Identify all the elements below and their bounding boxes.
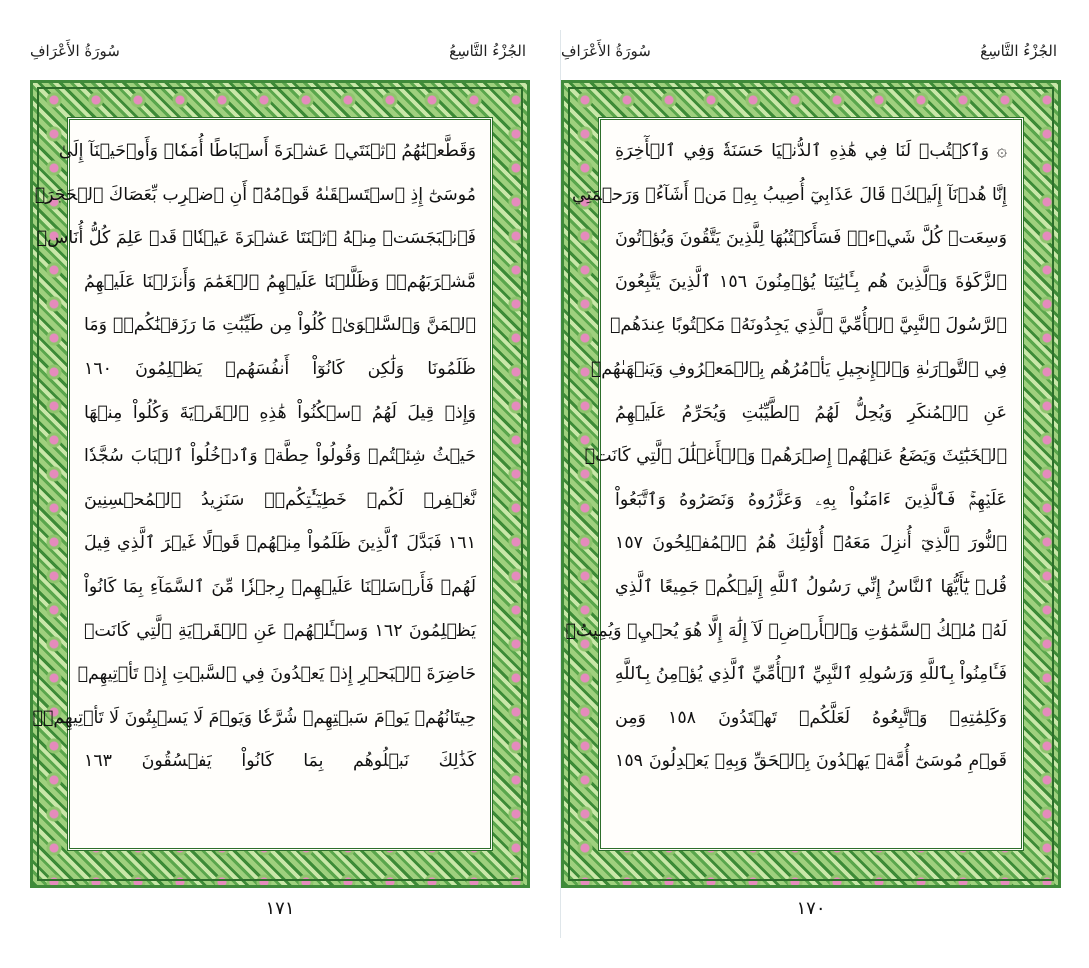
text-line: ٱلنُّورَ ٱلَّذِيٓ أُنزِلَ مَعَهُۥٓ أُوْلَٰٓئِكَ هُمُ ٱلۡمُفۡلِحُونَ ١٥٧	[615, 533, 1007, 554]
page-gutter	[530, 30, 560, 938]
text-line: حَيۡثُ شِئۡتُمۡ وَقُولُواْ حِطَّةٞ وَٱدۡخُلُواْ ٱلۡبَابَ سُجَّدٗا	[84, 446, 476, 467]
text-line: ٱلرَّسُولَ ٱلنَّبِيَّ ٱلۡأُمِّيَّ ٱلَّذِي يَجِدُونَهُۥ مَكۡتُوبًا عِندَهُمۡ	[609, 315, 1007, 336]
text-line: يَظۡلِمُونَ ١٦٢ وَسۡـَٔلۡهُمۡ عَنِ ٱلۡقَرۡيَةِ ٱلَّتِي كَانَتۡ	[84, 620, 476, 641]
page-number: ١٧١	[265, 898, 295, 919]
text-line: مَّشۡرَبَهُمۡۚ وَظَلَّلۡنَا عَلَيۡهِمُ ٱلۡغَمَٰمَ وَأَنزَلۡنَا عَلَيۡهِمُ	[84, 271, 476, 292]
page-171	[30, 30, 531, 938]
text-line: نَّغۡفِرۡ لَكُمۡ خَطِيٓـَٰٔتِكُمۡۚ سَنَزِيدُ ٱلۡمُحۡسِنِينَ	[84, 489, 476, 510]
page-header	[561, 42, 1061, 76]
text-line: فَـَٔامِنُواْ بِٱللَّهِ وَرَسُولِهِ ٱلنَّبِيِّ ٱلۡأُمِّيِّ ٱلَّذِي يُؤۡمِنُ بِٱللَّهِ	[614, 664, 1007, 685]
text-line: فِي ٱلتَّوۡرَىٰةِ وَٱلۡإِنجِيلِ يَأۡمُرُهُم بِٱلۡمَعۡرُوفِ وَيَنۡهَىٰهُمۡ	[590, 358, 1007, 379]
text-panel	[32, 117, 493, 851]
page-170	[560, 30, 1061, 938]
text-line: وَسِعَتۡ كُلَّ شَيۡءٖۚ فَسَأَكۡتُبُهَا لِلَّذِينَ يَتَّقُونَ وَيُؤۡتُونَ	[615, 228, 1007, 249]
text-line: كَذَٰلِكَ نَبۡلُوهُم بِمَا كَانُواْ يَفۡسُقُونَ ١٦٣	[84, 751, 476, 772]
ornamental-border	[561, 80, 1061, 888]
text-line: ١٦١ فَبَدَّلَ ٱلَّذِينَ ظَلَمُواْ مِنۡهُمۡ قَوۡلًا غَيۡرَ ٱلَّذِي قِيلَ	[84, 533, 476, 554]
text-line: ظَلَمُونَا وَلَٰكِن كَانُوٓاْ أَنفُسَهُمۡ يَظۡلِمُونَ ١٦٠	[84, 358, 476, 379]
text-line: قَوۡمِ مُوسَىٰٓ أُمَّةٞ يَهۡدُونَ بِٱلۡحَقِّ وَبِهِۦ يَعۡدِلُونَ ١٥٩	[615, 751, 1007, 772]
text-line: حَاضِرَةَ ٱلۡبَحۡرِ إِذۡ يَعۡدُونَ فِي ٱلسَّبۡتِ إِذۡ تَأۡتِيهِمۡ	[77, 664, 476, 685]
text-line: لَهُۥ مُلۡكُ ٱلسَّمَٰوَٰتِ وَٱلۡأَرۡضِۖ لَآ إِلَٰهَ إِلَّا هُوَ يُحۡيِۦ وَيُمِيتُۖ	[565, 620, 1007, 641]
text-panel	[565, 117, 1024, 851]
text-line: ٱلۡمَنَّ وَٱلسَّلۡوَىٰۖ كُلُواْ مِن طَيِّبَٰتِ مَا رَزَقۡنَٰكُمۡۚ وَمَا	[84, 315, 476, 336]
text-line: وَإِذۡ قِيلَ لَهُمُ ٱسۡكُنُواْ هَٰذِهِ ٱلۡقَرۡيَةَ وَكُلُواْ مِنۡهَا	[84, 402, 476, 423]
text-line: ٱلزَّكَوٰةَ وَٱلَّذِينَ هُم بِـَٔايَٰتِنَا يُؤۡمِنُونَ ١٥٦ ٱلَّذِينَ يَتَّبِعُونَ	[615, 271, 1007, 292]
text-line: عَلَيۡهِمۡۚ فَٱلَّذِينَ ءَامَنُواْ بِهِۦ وَعَزَّرُوهُ وَنَصَرُوهُ وَٱتَّبَعُواْ	[615, 489, 1007, 510]
text-line: وَقَطَّعۡنَٰهُمُ ٱثۡنَتَيۡ عَشۡرَةَ أَسۡبَاطًا أُمَمٗاۚ وَأَوۡحَيۡنَآ إِلَىٰ	[58, 141, 476, 161]
text-line: ۞ وَٱكۡتُبۡ لَنَا فِي هَٰذِهِ ٱلدُّنۡيَا حَسَنَةٗ وَفِي ٱلۡأٓخِرَةِ	[615, 141, 1007, 161]
surah-label: سُورَةُ الأَعْرَافِ	[561, 42, 651, 60]
juz-label: الجُزْءُ التَّاسِعُ	[980, 42, 1057, 60]
surah-label: سُورَةُ الأَعْرَافِ	[30, 42, 120, 60]
text-line: مُوسَىٰٓ إِذِ ٱسۡتَسۡقَىٰهُ قَوۡمُهُۥٓ أَنِ ٱضۡرِب بِّعَصَاكَ ٱلۡحَجَرَۖ	[34, 184, 476, 205]
text-line: حِيتَانُهُمۡ يَوۡمَ سَبۡتِهِمۡ شُرَّعٗا وَيَوۡمَ لَا يَسۡبِتُونَ لَا تَأۡتِيهِمۡۚ	[32, 707, 476, 728]
text-line: لَهُمۡ فَأَرۡسَلۡنَا عَلَيۡهِمۡ رِجۡزٗا مِّنَ ٱلسَّمَآءِ بِمَا كَانُواْ	[84, 576, 476, 597]
page-number: ١٧٠	[796, 898, 826, 919]
text-line: قُلۡ يَٰٓأَيُّهَا ٱلنَّاسُ إِنِّي رَسُولُ ٱللَّهِ إِلَيۡكُمۡ جَمِيعًا ٱلَّذِي	[615, 576, 1007, 597]
text-line: عَنِ ٱلۡمُنكَرِ وَيُحِلُّ لَهُمُ ٱلطَّيِّبَٰتِ وَيُحَرِّمُ عَلَيۡهِمُ	[615, 402, 1007, 423]
page-header	[30, 42, 530, 76]
ornamental-border	[30, 80, 530, 888]
text-line: وَكَلِمَٰتِهِۦ وَٱتَّبِعُوهُ لَعَلَّكُمۡ تَهۡتَدُونَ ١٥٨ وَمِن	[615, 707, 1007, 728]
text-line: إِنَّا هُدۡنَآ إِلَيۡكَۚ قَالَ عَذَابِيٓ أُصِيبُ بِهِۦ مَنۡ أَشَآءُۖ وَرَحۡمَتِي	[571, 184, 1007, 205]
juz-label: الجُزْءُ التَّاسِعُ	[449, 42, 526, 60]
text-line: فَٱنۢبَجَسَتۡ مِنۡهُ ٱثۡنَتَا عَشۡرَةَ عَيۡنٗاۖ قَدۡ عَلِمَ كُلُّ أُنَاسٖ	[36, 228, 476, 249]
text-line: ٱلۡخَبَٰٓئِثَ وَيَضَعُ عَنۡهُمۡ إِصۡرَهُمۡ وَٱلۡأَغۡلَٰلَ ٱلَّتِي كَانَتۡ	[584, 446, 1007, 467]
